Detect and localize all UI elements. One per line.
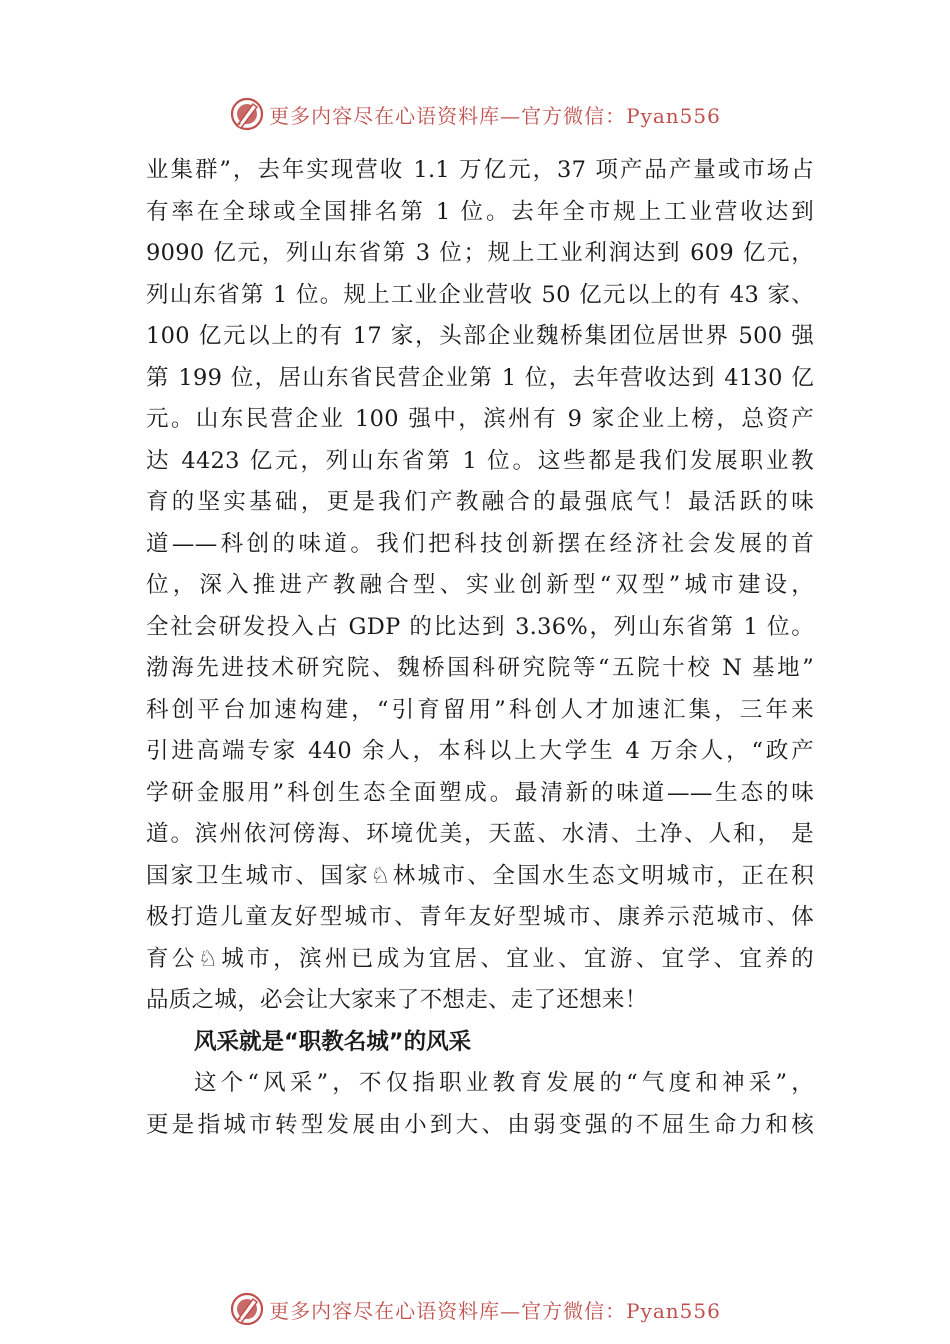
body-line: 列山东省第 1 位。规上工业企业营收 50 亿元以上的有 43 家、 [146, 281, 814, 308]
watermark-footer [0, 1289, 950, 1329]
body-line: 品质之城，必会让大家来了不想走、走了还想来！ [146, 987, 648, 1013]
pen-logo-icon [229, 1291, 265, 1327]
watermark-text: 更多内容尽在心语资料库—官方微信：Pyan556 [269, 1298, 721, 1323]
body-line: 极打造儿童友好型城市、青年友好型城市、康养示范城市、体 [146, 904, 814, 930]
body-line: 道——科创的味道。我们把科技创新摆在经济社会发展的首 [146, 530, 814, 557]
section-heading: 风采就是“职教名城”的风采 [194, 1028, 472, 1055]
body-line: 达 4423 亿元，列山东省第 1 位。这些都是我们发展职业教 [146, 447, 814, 474]
body-line: 有率在全球或全国排名第 1 位。去年全市规上工业营收达到 [146, 198, 814, 225]
document-body [146, 150, 814, 1146]
body-line: 科创平台加速构建，“引育留用”科创人才加速汇集，三年来 [146, 696, 814, 723]
body-line: 渤海先进技术研究院、魏桥国科研究院等“五院十校 N 基地” [146, 655, 814, 681]
body-line: 道。滨州依河傍海、环境优美，天蓝、水清、土净、人和， 是 [146, 821, 814, 847]
body-line: 全社会研发投入占 GDP 的比达到 3.36%，列山东省第 1 位。 [146, 613, 814, 640]
pen-logo-icon [229, 96, 265, 132]
body-line: 更是指城市转型发展由小到大、由弱变强的不屈生命力和核 [146, 1111, 814, 1138]
body-line: 引进高端专家 440 余人，本科以上大学生 4 万余人，“政产 [146, 738, 814, 764]
body-line: 业集群”，去年实现营收 1.1 万亿元，37 项产品产量或市场占 [146, 157, 814, 183]
body-line: 国家卫生城市、国家♘林城市、全国水生态文明城市，正在积 [146, 862, 814, 889]
watermark-text: 更多内容尽在心语资料库—官方微信：Pyan556 [269, 103, 721, 128]
body-line: 位，深入推进产教融合型、实业创新型“双型”城市建设， [146, 572, 814, 598]
body-line: 第 199 位，居山东省民营企业第 1 位，去年营收达到 4130 亿 [146, 364, 814, 391]
watermark-header [0, 94, 950, 134]
body-line: 这个“风采”，不仅指职业教育发展的“气度和神采”， [194, 1070, 814, 1096]
body-line: 育公♘城市，滨州已成为宜居、宜业、宜游、宜学、宜养的 [146, 945, 814, 972]
body-line: 元。山东民营企业 100 强中，滨州有 9 家企业上榜，总资产 [146, 406, 814, 432]
body-line: 学研金服用”科创生态全面塑成。最清新的味道——生态的味 [146, 779, 814, 806]
body-line: 育的坚实基础，更是我们产教融合的最强底气！最活跃的味 [146, 489, 814, 515]
body-line: 100 亿元以上的有 17 家，头部企业魏桥集团位居世界 500 强 [146, 323, 814, 349]
body-line: 9090 亿元，列山东省第 3 位；规上工业利润达到 609 亿元， [146, 240, 814, 266]
